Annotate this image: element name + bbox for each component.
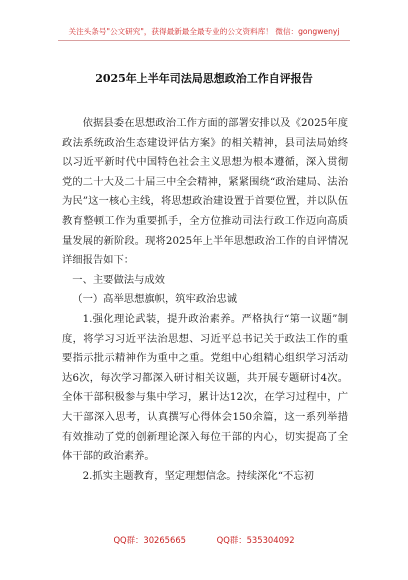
document-title: 2025年上半年司法局思想政治工作自评报告 <box>95 72 313 85</box>
body-paragraph-1: 1.强化理论武装，提升政治素养。严格执行“第一议题”制度，将学习习近平法治思想、习近平总书记关于政法工作的重要指示批示精神作为重中之重。党组中心组精心组织学习活动达6次，每次学习都深入研讨相关议题，共开展专题研讨4次。全体干部积极参与集中学习，累计达12次，在学习过程中，广大干部深入思考，认真撰写心得体会150余篇，这一系列举措有效推动了党的创新理论深入每位干部的内心，切实提高了全体干部的政治素养。 <box>62 312 348 463</box>
footer-qq-group-1: QQ群：30265665 <box>113 535 186 545</box>
subsection-heading-1: （一）高举思想旗帜，筑牢政治忠诚 <box>72 293 238 306</box>
footer-contact <box>0 534 408 546</box>
header-divider <box>58 40 350 41</box>
intro-paragraph: 依据县委在思想政治工作方面的部署安排以及《2025年度政法系统政治生态建设评估方案》的相关精神，县司法局始终以习近平新时代中国特色社会主义思想为根本遵循，深入贯彻党的二十大及二十届三中全会精神，紧紧围绕“政治建局、法治为民”这一核心主线，将思想政治建设置于首要位置，并以队伍教育整顿工作为重要抓手，全方位推动司法行政工作迈向高质量发展的新阶段。现将2025年上半年思想政治工作的自评情况详细报告如下： <box>62 117 348 267</box>
footer-qq-group-2: QQ群：535304092 <box>216 535 295 545</box>
promo-header-banner: 关注头条号"公文研究"，获得最新最全最专业的公文资料库！ 微信：gongwenyj <box>68 27 340 36</box>
document-body <box>62 114 348 486</box>
section-heading-1: 一、主要做法与成效 <box>72 273 165 286</box>
body-paragraph-2: 2.抓实主题教育，坚定理想信念。持续深化“不忘初 <box>82 469 314 482</box>
